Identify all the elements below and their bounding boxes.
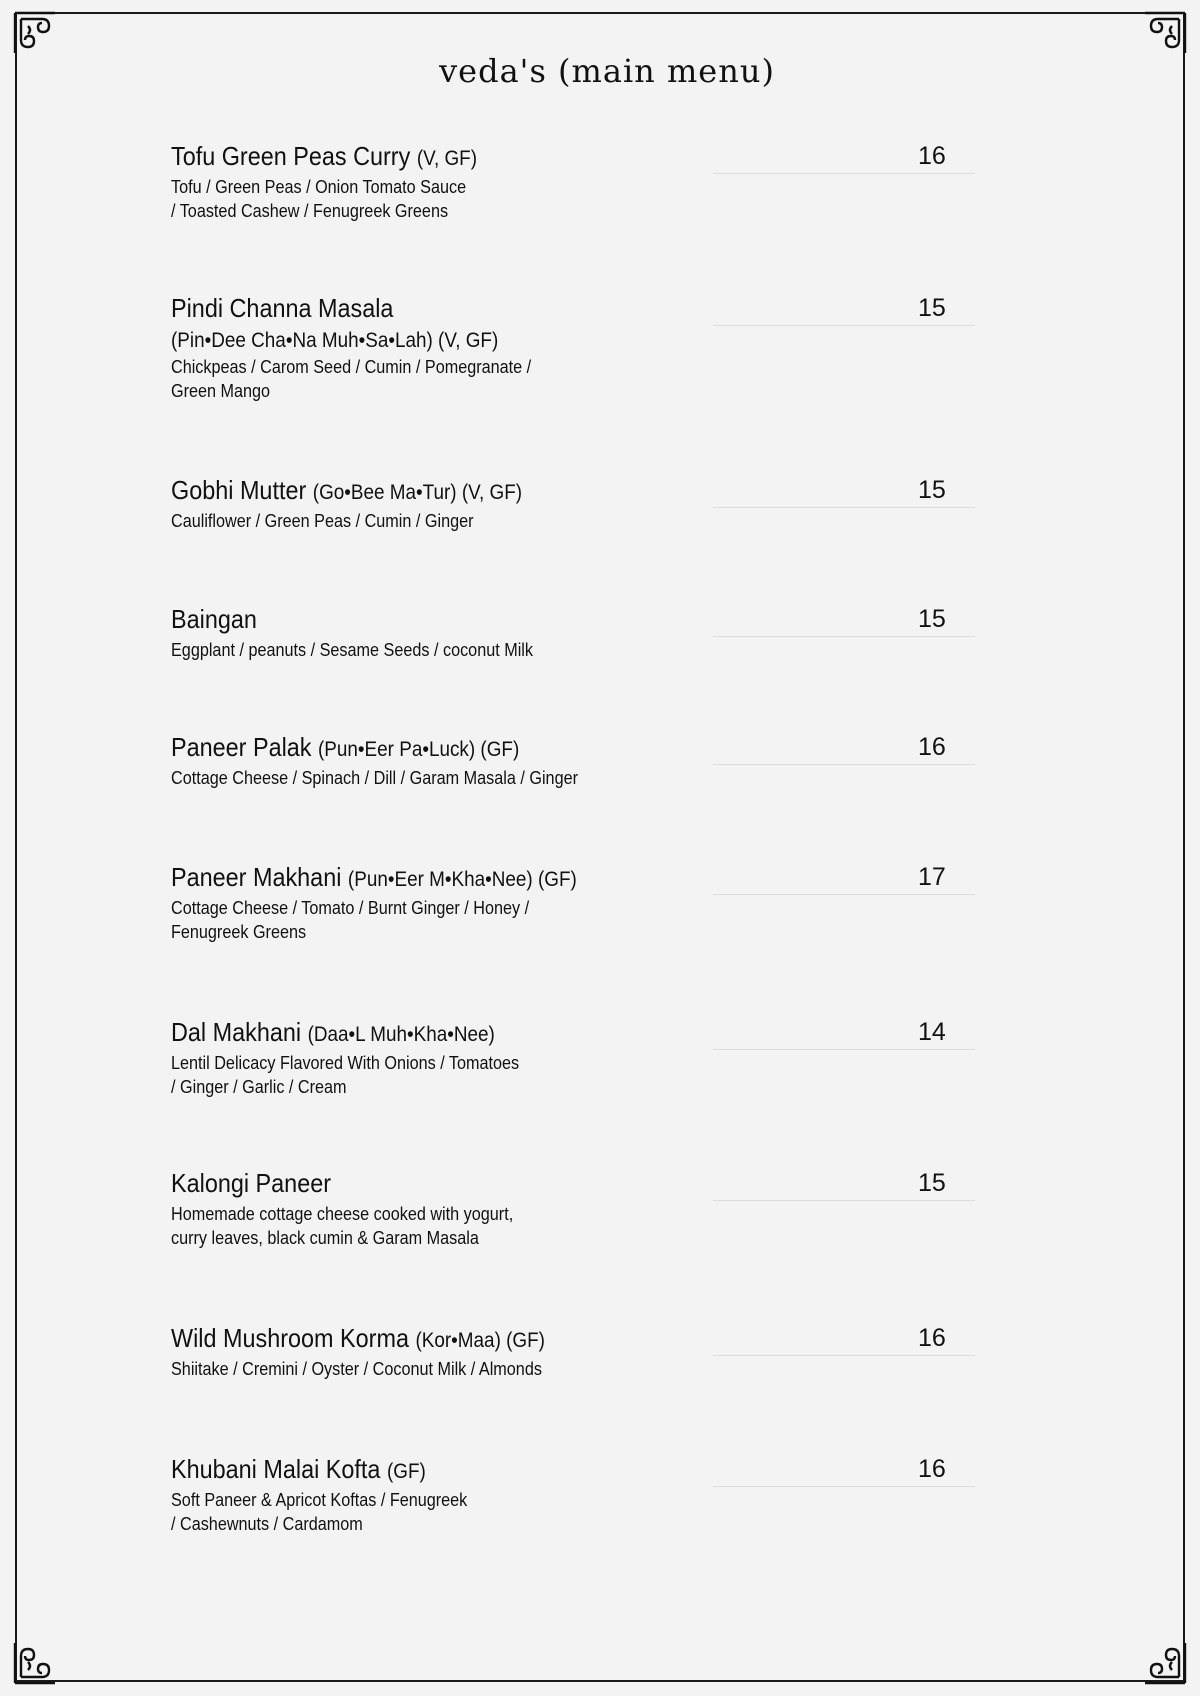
dish-name: Gobhi Mutter: [171, 475, 307, 505]
dish-name: Pindi Channa Masala: [171, 293, 394, 323]
menu-item: [171, 140, 971, 223]
dish-tags: (Go•Bee Ma•Tur) (V, GF): [312, 481, 523, 504]
menu-item: [171, 474, 971, 533]
dish-tags: (GF): [386, 1460, 426, 1483]
dish-price: 16: [918, 1324, 946, 1352]
price-rule: [713, 1049, 975, 1050]
price-rule: [713, 1200, 975, 1201]
menu-item-name: [171, 292, 891, 327]
menu-item-name: [171, 1167, 891, 1202]
menu-item: [171, 603, 971, 662]
dish-tags: (V, GF): [416, 147, 478, 170]
dish-price: 16: [918, 733, 946, 761]
dish-tags: (Pun•Eer M•Kha•Nee) (GF): [347, 868, 577, 891]
price-rule: [713, 764, 975, 765]
dish-name: Tofu Green Peas Curry: [171, 141, 411, 171]
dish-tags: (Daa•L Muh•Kha•Nee): [307, 1023, 495, 1046]
menu-item-name: [171, 474, 891, 509]
dish-price: 15: [918, 1169, 946, 1197]
price-rule: [713, 507, 975, 508]
dish-price: 14: [918, 1018, 946, 1046]
dish-description: Cottage Cheese / Tomato / Burnt Ginger / Honey /: [171, 898, 530, 918]
dish-description: curry leaves, black cumin & Garam Masala: [171, 1228, 479, 1248]
dish-description: Shiitake / Cremini / Oyster / Coconut Milk / Almonds: [171, 1359, 542, 1379]
dish-description: / Toasted Cashew / Fenugreek Greens: [171, 201, 449, 221]
dish-description: Lentil Delicacy Flavored With Onions / Tomatoes: [171, 1053, 520, 1073]
dish-price: 15: [918, 605, 946, 633]
menu-item-name: [171, 603, 891, 638]
menu-item: [171, 861, 971, 944]
menu-item: [171, 1167, 971, 1250]
menu-border: [15, 12, 1185, 1682]
dish-description: Chickpeas / Carom Seed / Cumin / Pomegranate /: [171, 357, 532, 377]
dish-price: 15: [918, 476, 946, 504]
dish-description: Homemade cottage cheese cooked with yogurt,: [171, 1204, 514, 1224]
dish-tags: (Kor•Maa) (GF): [415, 1329, 545, 1352]
price-rule: [713, 173, 975, 174]
dish-description: / Ginger / Garlic / Cream: [171, 1077, 347, 1097]
dish-name: Wild Mushroom Korma: [171, 1323, 409, 1353]
dish-description: Soft Paneer & Apricot Koftas / Fenugreek: [171, 1490, 468, 1510]
menu-item: [171, 1322, 971, 1381]
dish-price: 17: [918, 863, 946, 891]
menu-item-name: [171, 1322, 891, 1357]
menu-item: [171, 1453, 971, 1536]
dish-name: Paneer Makhani: [171, 862, 342, 892]
dish-name: Khubani Malai Kofta: [171, 1454, 381, 1484]
dish-description: Green Mango: [171, 381, 271, 401]
dish-price: 16: [918, 142, 946, 170]
menu-item-name: [171, 140, 891, 175]
menu-item-name: [171, 1016, 891, 1051]
price-rule: [713, 636, 975, 637]
menu-item: [171, 1016, 971, 1099]
dish-name: Paneer Palak: [171, 732, 312, 762]
dish-description: Fenugreek Greens: [171, 922, 307, 942]
ornament-corner-icon: [12, 10, 58, 56]
dish-price: 16: [918, 1455, 946, 1483]
dish-price: 15: [918, 294, 946, 322]
dish-name: Dal Makhani: [171, 1017, 302, 1047]
ornament-corner-icon: [1142, 1640, 1188, 1686]
menu-item-name: [171, 861, 891, 896]
dish-description: Tofu / Green Peas / Onion Tomato Sauce: [171, 177, 467, 197]
page-title: veda's (main menu): [439, 52, 775, 90]
dish-description: Cottage Cheese / Spinach / Dill / Garam Masala / Ginger: [171, 768, 578, 788]
dish-description: Cauliflower / Green Peas / Cumin / Ginger: [171, 511, 474, 531]
price-rule: [713, 325, 975, 326]
dish-name: Kalongi Paneer: [171, 1168, 332, 1198]
dish-description: / Cashewnuts / Cardamom: [171, 1514, 363, 1534]
menu-item: [171, 292, 971, 403]
dish-description: Eggplant / peanuts / Sesame Seeds / coconut Milk: [171, 640, 534, 660]
menu-item-name: [171, 1453, 891, 1488]
dish-pronunciation: (Pin•Dee Cha•Na Muh•Sa•Lah) (V, GF): [171, 329, 499, 352]
menu-item: [171, 731, 971, 790]
ornament-corner-icon: [1142, 10, 1188, 56]
dish-name: Baingan: [171, 604, 257, 634]
menu-item-name: [171, 731, 891, 766]
price-rule: [713, 1486, 975, 1487]
price-rule: [713, 1355, 975, 1356]
price-rule: [713, 894, 975, 895]
ornament-corner-icon: [12, 1640, 58, 1686]
dish-tags: (Pun•Eer Pa•Luck) (GF): [318, 738, 520, 761]
